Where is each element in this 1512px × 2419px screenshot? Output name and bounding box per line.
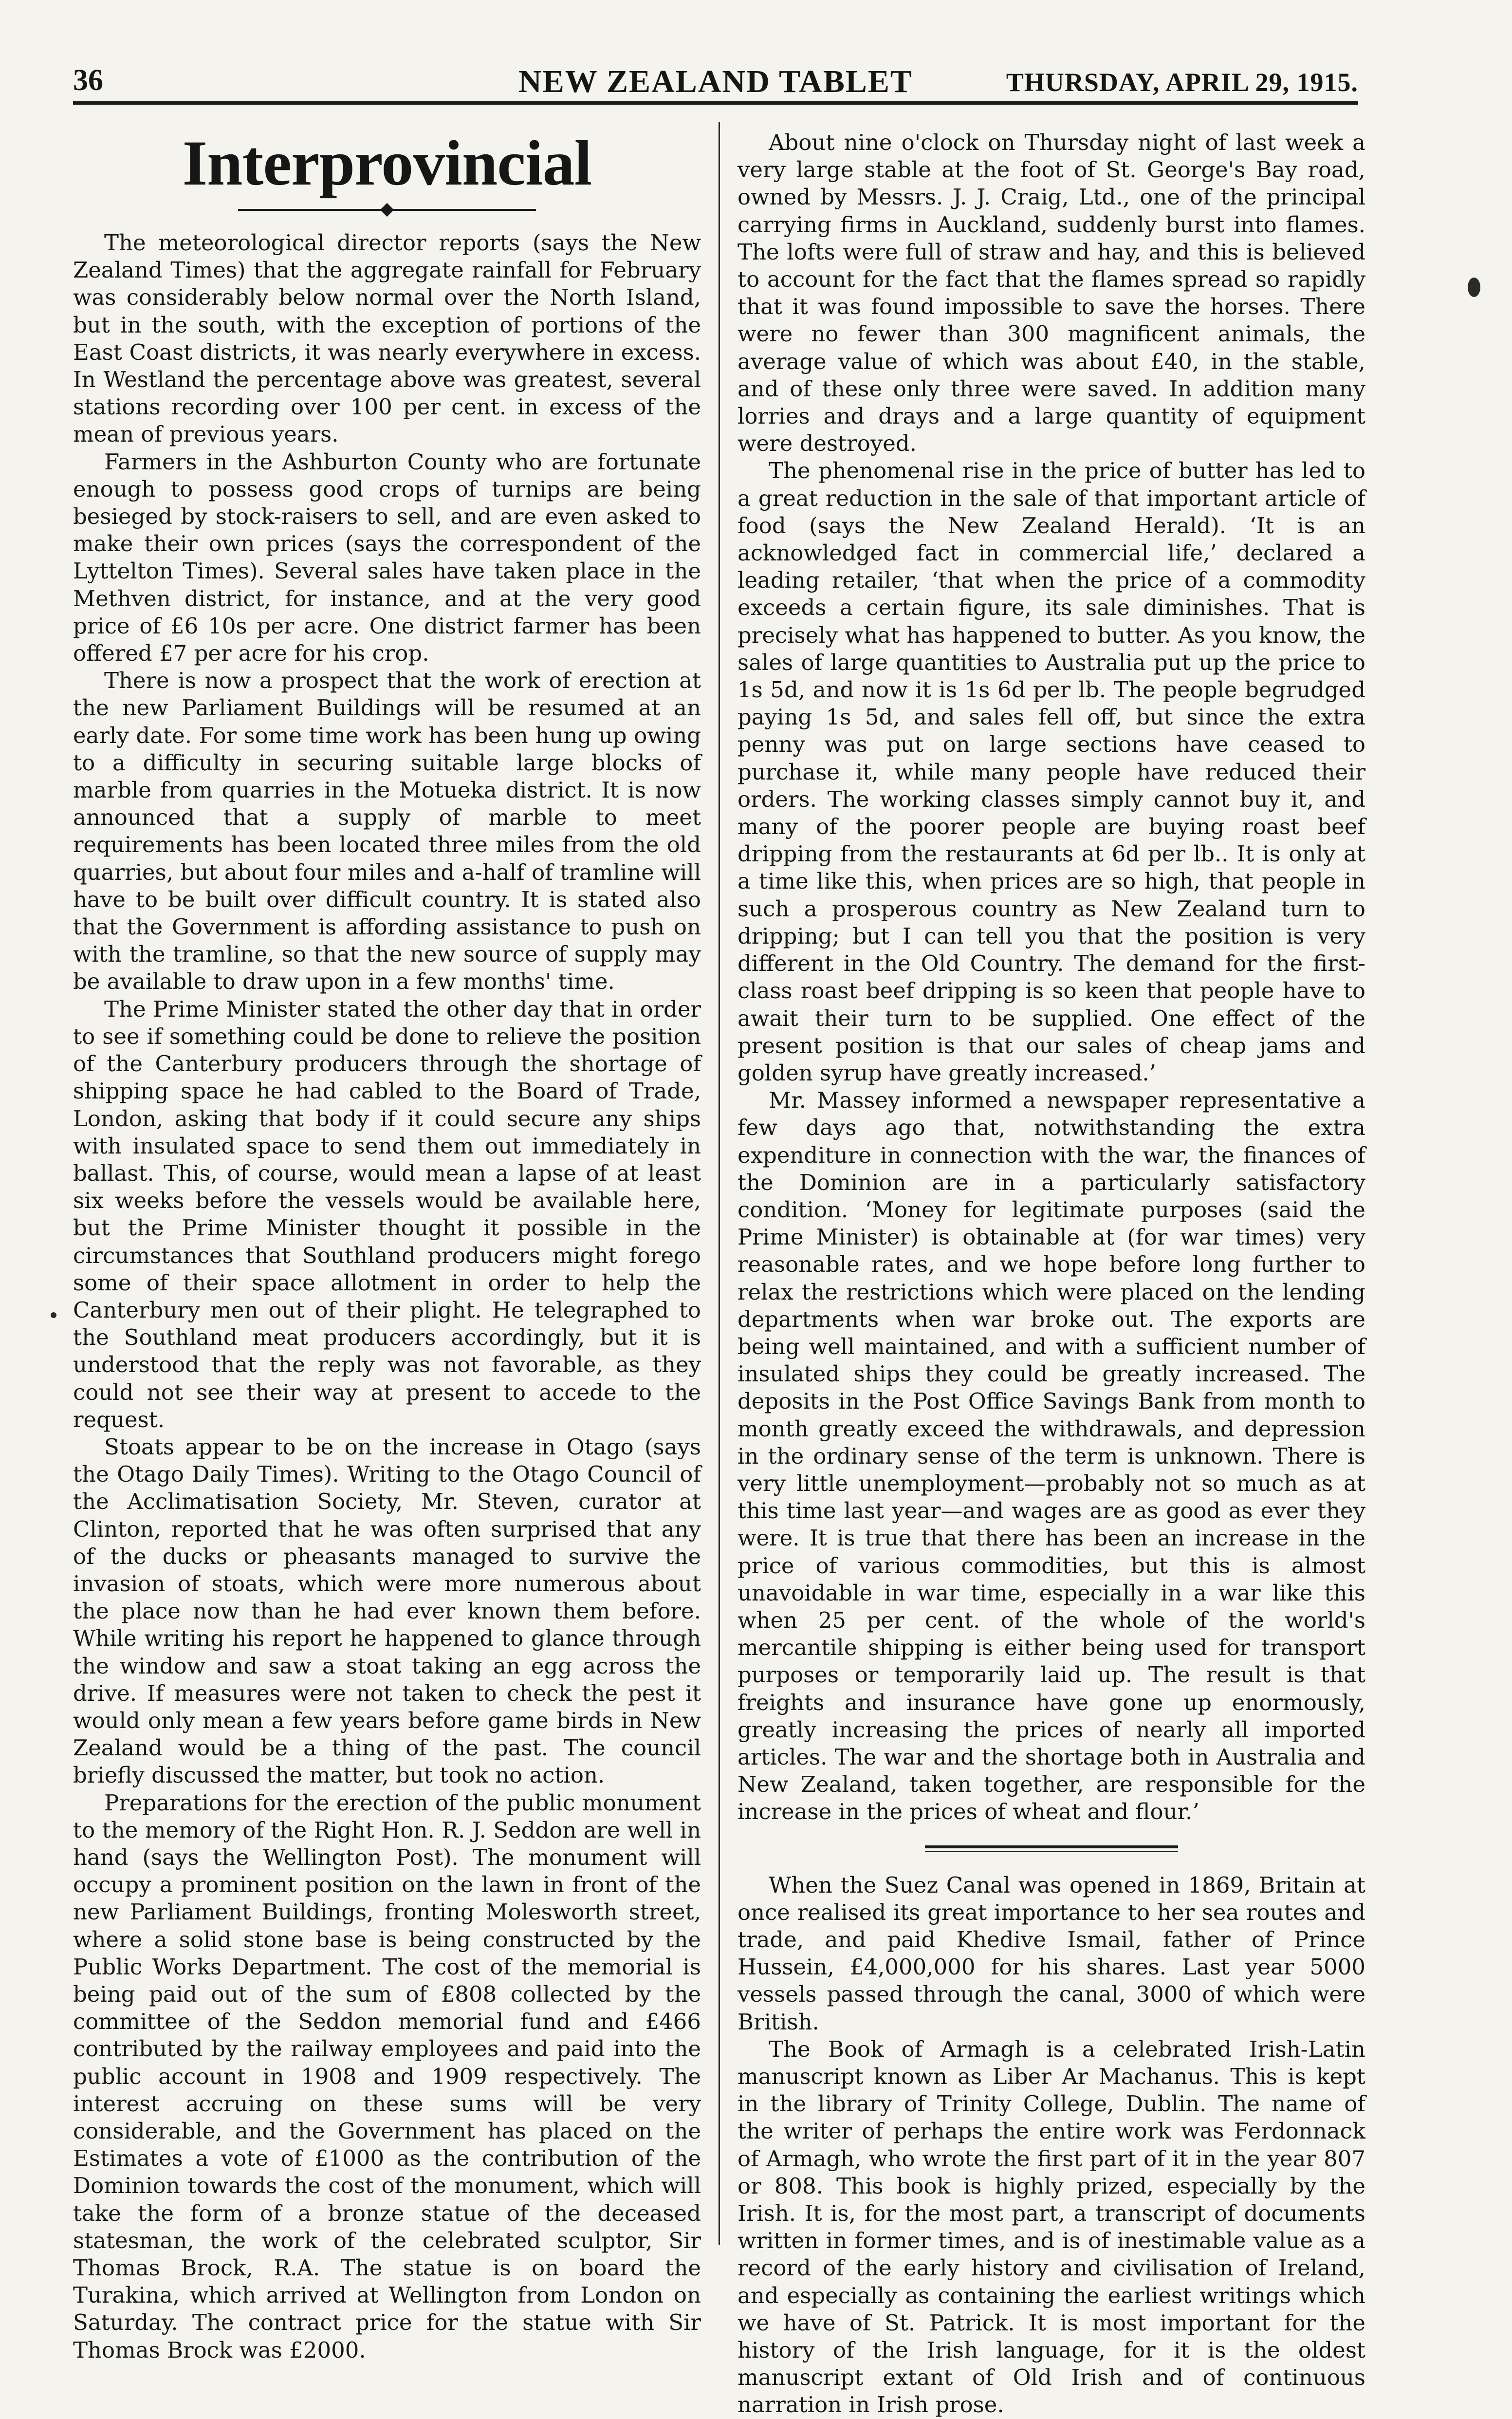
header-rule xyxy=(73,101,1358,105)
paragraph-suez-canal: When the Suez Canal was opened in 1869, Britain at once realised its great importance to her sea routes and trade, and paid Khedive Ismail, father of Prince Hussein, £4,000,000 for his shares. Last year 5000 vessels passed through the canal, 3000 of which were British. xyxy=(738,1872,1365,2035)
paragraph-stoats: Stoats appear to be on the increase in Otago (says the Otago Daily Times). Writing to the Otago Council of the Acclimatisation Society, Mr. Steven, curator at Clinton, reported that he was often surprised that any of the ducks or pheasants managed to survive the invasion of stoats, which were more numerous about the place now than he had ever known them before. While writing his report he happened to glance through the window and saw a stoat taking an egg across the drive. If measures were not taken to check the pest it would only mean a few years before game birds in New Zealand would be a thing of the past. The council briefly discussed the matter, but took no action. xyxy=(73,1433,701,1788)
ink-speck xyxy=(51,1312,56,1318)
left-column xyxy=(73,129,701,2364)
paragraph-shipping-space: The Prime Minister stated the other day that in order to see if something could be done to relieve the position of the Canterbury producers through the shortage of shipping space he had cabled to the Board of Trade, London, asking that body if it could secure any ships with insulated space to send them out immediately in ballast. This, of course, would mean a lapse of at least six weeks before the vessels would be available here, but the Prime Minister thought it possible in the circumstances that Southland producers might forego some of their space allotment in order to help the Canterbury men out of their plight. He telegraphed to the Southland meat producers accordingly, but it is understood that the reply was not favorable, as they could not see their way at present to accede to the request. xyxy=(73,996,701,1433)
paragraph-rainfall: The meteorological director reports (says the New Zealand Times) that the aggregate rainfall for February was considerably below normal over the North Island, but in the south, with the exception of portions of the East Coast districts, it was nearly everywhere in excess. In Westland the percentage above was greatest, several stations recording over 100 per cent. in excess of the mean of previous years. xyxy=(73,230,701,447)
column-divider xyxy=(719,122,720,2245)
section-title: Interprovincial xyxy=(182,127,592,199)
paragraph-butter-price: The phenomenal rise in the price of butter has led to a great reduction in the sale of that important article of food (says the New Zealand Herald). ‘It is an acknowledged fact in commercial life,’ declared a leading retailer, ‘that when the price of a commodity exceeds a certain figure, its sale diminishes. That is precisely what has happened to butter. As you know, the sales of large quantities to Australia put up the price to 1s 5d, and now it is 1s 6d per lb. The people begrudged paying 1s 5d, and sales fell off, but since the extra penny was put on large sections have ceased to purchase it, while many people have reduced their orders. The working classes simply cannot buy it, and many of the poorer people are buying roast beef dripping from the restaurants at 6d per lb.. It is only at a time like this, when prices are so high, that people in such a prosperous country as New Zealand turn to dripping; but I can tell you that the position is very different in the Old Country. The demand for the first-class roast beef dripping is so keen that people have to await their turn to be supplied. One effect of the present position is that our sales of cheap jams and golden syrup have greatly increased.’ xyxy=(738,458,1365,1086)
paragraph-turnips: Farmers in the Ashburton County who are fortunate enough to possess good crops of turnips are being besieged by stock-raisers to sell, and are even asked to make their own prices (says the correspondent of the Lyttelton Times). Several sales have taken place in the Methven district, for instance, and at the very good price of £6 10s per acre. One district farmer has been offered £7 per acre for his crop. xyxy=(73,448,701,667)
paragraph-seddon-monument: Preparations for the erection of the public monument to the memory of the Right Hon. R. J. Seddon are well in hand (says the Wellington Post). The monument will occupy a prominent position on the lawn in front of the new Parliament Buildings, fronting Molesworth street, where a solid stone base is being constructed by the Public Works Department. The cost of the memorial is being paid out of the sum of £808 collected by the committee of the Seddon memorial fund and £466 contributed by the railway employees and paid into the public account in 1908 and 1909 respectively. The interest accruing on these sums will be very considerable, and the Government has placed on the Estimates a vote of £1000 as the contribution of the Dominion towards the cost of the monument, which will take the form of a bronze statue of the deceased statesman, the work of the celebrated sculptor, Sir Thomas Brock, R.A. The statue is on board the Turakina, which arrived at Wellington from London on Saturday. The contract price for the statue with Sir Thomas Brock was £2000. xyxy=(73,1789,701,2363)
masthead: NEW ZEALAND TABLET xyxy=(518,64,913,99)
dateline: THURSDAY, APRIL 29, 1915. xyxy=(1006,68,1358,97)
title-ornament xyxy=(73,200,701,220)
paragraph-parliament-buildings: There is now a prospect that the work of erection at the new Parliament Buildings will be resumed at an early date. For some time work has been hung up owing to a difficulty in securing suitable large blocks of marble from quarries in the Motueka district. It is now announced that a supply of marble to meet requirements has been located three miles from the old quarries, but about four miles and a-half of tramline will have to be built over difficult country. It is stated also that the Government is affording assistance to push on with the tramline, so that the new source of supply may be available to draw upon in a few months' time. xyxy=(73,668,701,995)
ink-blot xyxy=(1468,278,1480,297)
paragraph-dominion-finances: Mr. Massey informed a newspaper representative a few days ago that, notwithstanding the extra expenditure in connection with the war, the finances of the Dominion are in a particularly satisfactory condition. ‘Money for legitimate purposes (said the Prime Minister) is obtainable at (for war times) very reasonable rates, and we hope before long further to relax the restrictions which were placed on the lending departments when war broke out. The exports are being well maintained, and with a sufficient number of insulated ships they could be greatly increased. The deposits in the Post Office Savings Bank from month to month greatly exceed the withdrawals, and depression in the ordinary sense of the term is unknown. There is very little unemployment—probably not so much as at this time last year—and wages are as good as ever they were. It is true that there has been an increase in the price of various commodities, but this is almost unavoidable in war time, especially in a war like this when 25 per cent. of the whole of the world's mercantile shipping is either being used for transport purposes or temporarily laid up. The result is that freights and insurance have gone up enormously, greatly increasing the prices of nearly all imported articles. The war and the shortage both in Australia and New Zealand, taken together, are responsible for the increase in the prices of wheat and flour.’ xyxy=(738,1087,1365,1825)
paragraph-stable-fire: About nine o'clock on Thursday night of last week a very large stable at the foot of St. George's Bay road, owned by Messrs. J. J. Craig, Ltd., one of the principal carrying firms in Auckland, suddenly burst into flames. The lofts were full of straw and hay, and this is believed to account for the fact that the flames spread so rapidly that it was found impossible to save the horses. There were no fewer than 300 magnificent animals, the average value of which was about £40, in the stable, and of these only three were saved. In addition many lorries and drays and a large quantity of equipment were destroyed. xyxy=(738,130,1365,457)
section-separator xyxy=(925,1845,1178,1852)
paragraph-book-of-armagh: The Book of Armagh is a celebrated Irish-Latin manuscript known as Liber Ar Machanus. This is kept in the library of Trinity College, Dublin. The name of the writer of perhaps the entire work was Ferdonnack of Armagh, who wrote the first part of it in the year 807 or 808. This book is highly prized, especially by the Irish. It is, for the most part, a transcript of documents written in former times, and is of inestimable value as a record of the early history and civilisation of Ireland, and especially as containing the earliest writings which we have of St. Patrick. It is most important for the history of the Irish language, for it is the oldest manuscript extant of Old Irish and of continuous narration in Irish prose. xyxy=(738,2036,1365,2418)
right-column xyxy=(738,129,1365,2419)
page-number: 36 xyxy=(73,64,103,97)
page-header xyxy=(73,63,1358,102)
